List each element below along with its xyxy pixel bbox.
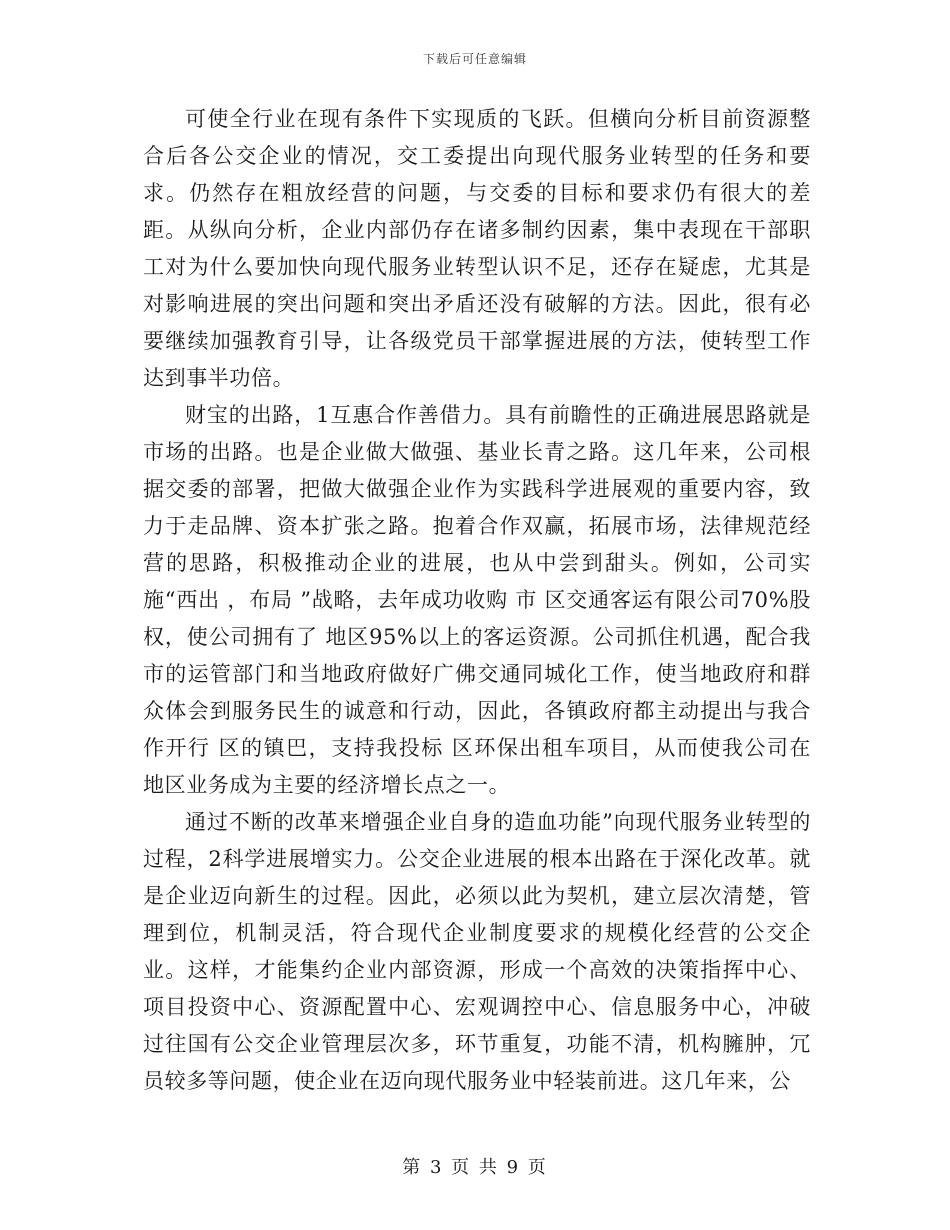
page-header: 下载后可任意编辑 [422,52,527,66]
paragraph-1: 可使全行业在现有条件下实现质的飞跃。但横向分析目前资源整合后各公交企业的情况，交工委提出向现代服务业转型的任务和要求。仍然存在粗放经营的问题，与交委的目标和要求仍有很大的差距。从纵向分析，企业内部仍存在诸多制约因素，集中表现在干部职工对为什么要加快向现代服务业转型认识不足，还存在疑虑，尤其是对影响进展的突出问题和突出矛盾还没有破解的方法。因此，很有必要继续加强教育引导，让各级党员干部掌握进展的方法，使转型工作达到事半功倍。 [143,107,811,390]
paragraph-2: 财宝的出路，1互惠合作善借力。具有前瞻性的正确进展思路就是市场的出路。也是企业做大做强、基业长青之路。这几年来，公司根据交委的部署，把做大做强企业作为实践科学进展观的重要内容，致力于走品牌、资本扩张之路。抱着合作双赢，拓展市场，法律规范经营的思路，积极推动企业的进展，也从中尝到甜头。例如，公司实施“西出 ，布局 ”战略，去年成功收购 市 区交通客运有限公司70%股权，使公司拥有了 地区95%以上的客运资源。公司抓住机遇，配合我市的运管部门和当地政府做好广佛交通同城化工作，使当地政府和群众体会到服务民生的诚意和行动，因此，各镇政府都主动提出与我合作开行 区的镇巴，支持我投标 区环保出租车项目，从而使我公司在 地区业务成为主要的经济增长点之一。 [143,403,811,797]
page-number-footer: 第 3 页 共 9 页 [402,1157,548,1178]
document-body [143,101,811,1100]
paragraph-3: 通过不断的改革来增强企业自身的造血功能”向现代服务业转型的过程，2科学进展增实力。公交企业进展的根本出路在于深化改革。就是企业迈向新生的过程。因此，必须以此为契机，建立层次清楚，管理到位，机制灵活，符合现代企业制度要求的规模化经营的公交企业。这样，才能集约企业内部资源，形成一个高效的决策指挥中心、项目投资中心、资源配置中心、宏观调控中心、信息服务中心，冲破过往国有公交企业管理层次多，环节重复，功能不清，机构臃肿，冗员较多等问题，使企业在迈向现代服务业中轻装前进。这几年来，公 [143,810,811,1093]
